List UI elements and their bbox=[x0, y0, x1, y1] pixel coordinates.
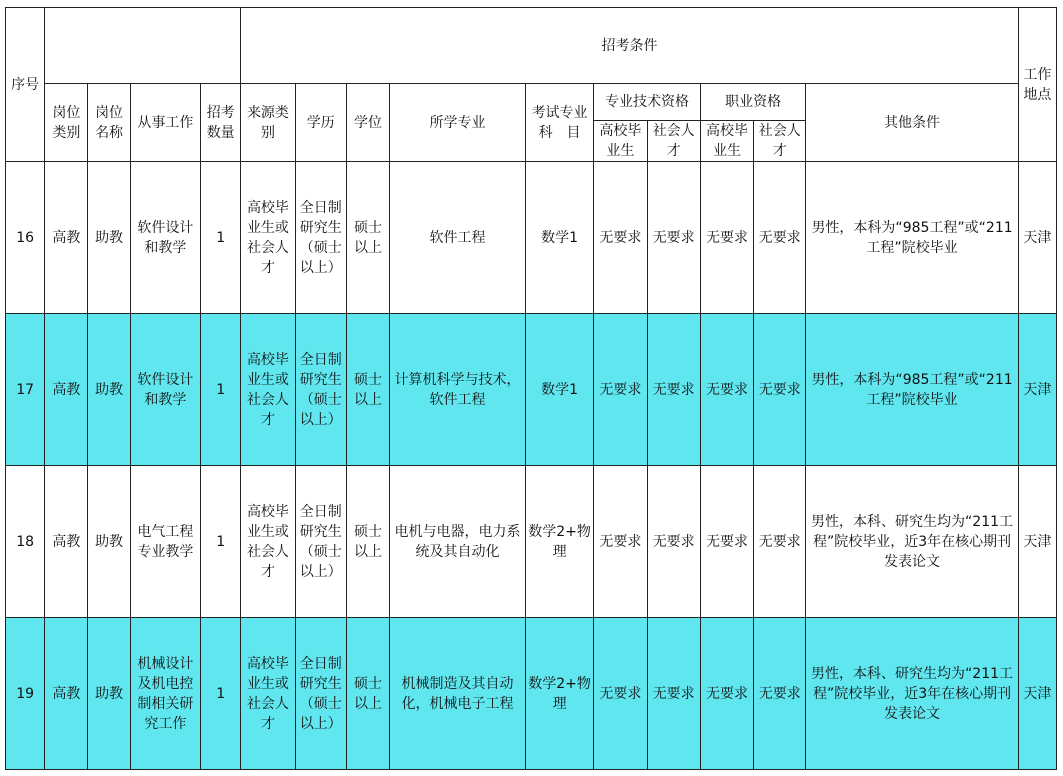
cell-prof-grad: 无要求 bbox=[700, 162, 753, 314]
cell-count: 1 bbox=[201, 466, 241, 618]
cell-location: 天津 bbox=[1018, 314, 1056, 466]
cell-seq: 17 bbox=[6, 314, 45, 466]
cell-education: 全日制研究生（硕士以上） bbox=[295, 618, 346, 770]
cell-work: 软件设计和教学 bbox=[130, 314, 200, 466]
cell-subject: 数学1 bbox=[525, 162, 593, 314]
cell-major: 计算机科学与技术，软件工程 bbox=[390, 314, 526, 466]
cell-prof-grad: 无要求 bbox=[700, 466, 753, 618]
header-tech-grad: 高校毕业生 bbox=[594, 121, 647, 162]
cell-prof-social: 无要求 bbox=[754, 314, 806, 466]
cell-category: 高教 bbox=[45, 314, 88, 466]
cell-prof-social: 无要求 bbox=[754, 466, 806, 618]
header-degree: 学位 bbox=[346, 84, 389, 162]
table-row bbox=[6, 162, 1057, 314]
cell-other: 男性，本科、研究生均为“211工程”院校毕业，近3年在核心期刊发表论文 bbox=[806, 466, 1018, 618]
cell-category: 高教 bbox=[45, 162, 88, 314]
cell-location: 天津 bbox=[1018, 618, 1056, 770]
cell-seq: 16 bbox=[6, 162, 45, 314]
header-post-category: 岗位类别 bbox=[45, 84, 88, 162]
cell-location: 天津 bbox=[1018, 466, 1056, 618]
cell-major: 电机与电器，电力系统及其自动化 bbox=[390, 466, 526, 618]
cell-degree: 硕士以上 bbox=[346, 618, 389, 770]
table-row bbox=[6, 314, 1057, 466]
cell-work: 机械设计及机电控制相关研究工作 bbox=[130, 618, 200, 770]
header-blank bbox=[45, 8, 241, 84]
cell-tech-social: 无要求 bbox=[647, 314, 700, 466]
cell-subject: 数学2+物理 bbox=[525, 618, 593, 770]
cell-major: 软件工程 bbox=[390, 162, 526, 314]
cell-prof-social: 无要求 bbox=[754, 618, 806, 770]
header-education: 学历 bbox=[295, 84, 346, 162]
cell-prof-grad: 无要求 bbox=[700, 314, 753, 466]
header-other: 其他条件 bbox=[806, 84, 1018, 162]
cell-prof-social: 无要求 bbox=[754, 162, 806, 314]
cell-tech-social: 无要求 bbox=[647, 162, 700, 314]
cell-source: 高校毕业生或社会人才 bbox=[241, 466, 295, 618]
header-prof-social: 社会人才 bbox=[754, 121, 806, 162]
cell-count: 1 bbox=[201, 314, 241, 466]
cell-source: 高校毕业生或社会人才 bbox=[241, 618, 295, 770]
cell-other: 男性，本科为“985工程”或“211工程”院校毕业 bbox=[806, 162, 1018, 314]
cell-tech-social: 无要求 bbox=[647, 618, 700, 770]
header-count: 招考数量 bbox=[201, 84, 241, 162]
cell-major: 机械制造及其自动化，机械电子工程 bbox=[390, 618, 526, 770]
cell-education: 全日制研究生（硕士以上） bbox=[295, 314, 346, 466]
table-row bbox=[6, 618, 1057, 770]
cell-location: 天津 bbox=[1018, 162, 1056, 314]
cell-work: 电气工程专业教学 bbox=[130, 466, 200, 618]
cell-count: 1 bbox=[201, 162, 241, 314]
cell-count: 1 bbox=[201, 618, 241, 770]
cell-prof-grad: 无要求 bbox=[700, 618, 753, 770]
cell-other: 男性，本科为“985工程”或“211工程”院校毕业 bbox=[806, 314, 1018, 466]
header-exam-conditions: 招考条件 bbox=[241, 8, 1018, 84]
header-tech-qual: 专业技术资格 bbox=[594, 84, 701, 121]
header-post-name: 岗位名称 bbox=[88, 84, 130, 162]
cell-source: 高校毕业生或社会人才 bbox=[241, 162, 295, 314]
cell-seq: 19 bbox=[6, 618, 45, 770]
cell-subject: 数学1 bbox=[525, 314, 593, 466]
header-row-1 bbox=[6, 8, 1057, 84]
header-exam-subject: 考试专业科 目 bbox=[525, 84, 593, 162]
cell-education: 全日制研究生（硕士以上） bbox=[295, 162, 346, 314]
cell-name: 助教 bbox=[88, 618, 130, 770]
cell-category: 高教 bbox=[45, 466, 88, 618]
header-source: 来源类别 bbox=[241, 84, 295, 162]
header-prof-qual: 职业资格 bbox=[700, 84, 806, 121]
cell-degree: 硕士以上 bbox=[346, 314, 389, 466]
cell-seq: 18 bbox=[6, 466, 45, 618]
header-seq: 序号 bbox=[6, 8, 45, 162]
cell-education: 全日制研究生（硕士以上） bbox=[295, 466, 346, 618]
cell-tech-grad: 无要求 bbox=[594, 314, 647, 466]
header-major: 所学专业 bbox=[390, 84, 526, 162]
cell-work: 软件设计和教学 bbox=[130, 162, 200, 314]
cell-degree: 硕士以上 bbox=[346, 466, 389, 618]
cell-degree: 硕士以上 bbox=[346, 162, 389, 314]
header-tech-social: 社会人才 bbox=[647, 121, 700, 162]
cell-name: 助教 bbox=[88, 314, 130, 466]
cell-other: 男性，本科、研究生均为“211工程”院校毕业，近3年在核心期刊发表论文 bbox=[806, 618, 1018, 770]
cell-tech-grad: 无要求 bbox=[594, 466, 647, 618]
cell-tech-grad: 无要求 bbox=[594, 162, 647, 314]
cell-category: 高教 bbox=[45, 618, 88, 770]
cell-name: 助教 bbox=[88, 466, 130, 618]
header-work-location: 工作地点 bbox=[1018, 8, 1056, 162]
cell-source: 高校毕业生或社会人才 bbox=[241, 314, 295, 466]
cell-tech-grad: 无要求 bbox=[594, 618, 647, 770]
cell-tech-social: 无要求 bbox=[647, 466, 700, 618]
recruitment-table bbox=[5, 7, 1057, 770]
header-work: 从事工作 bbox=[130, 84, 200, 162]
cell-subject: 数学2+物理 bbox=[525, 466, 593, 618]
header-prof-grad: 高校毕业生 bbox=[700, 121, 753, 162]
table-row bbox=[6, 466, 1057, 618]
header-row-2 bbox=[6, 84, 1057, 121]
cell-name: 助教 bbox=[88, 162, 130, 314]
